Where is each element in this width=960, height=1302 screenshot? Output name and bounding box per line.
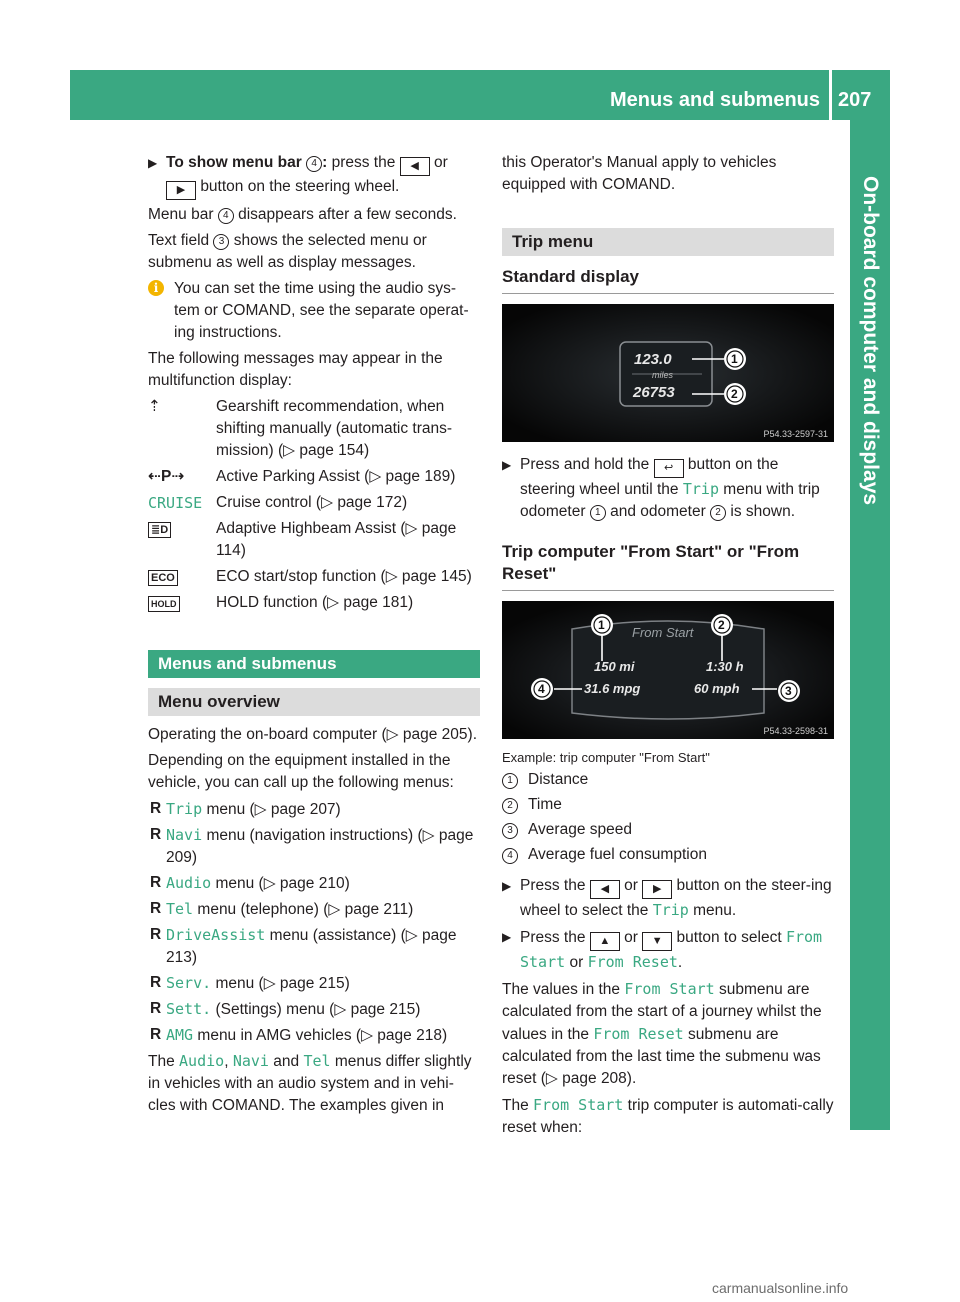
callout-number: 3: [213, 234, 229, 250]
eco-icon: [148, 566, 216, 588]
text: button on the steer-ing wheel to select the: [520, 877, 832, 919]
menu-name: Audio: [179, 1052, 225, 1070]
step-or: or: [433, 154, 448, 171]
list-text: (Settings) menu (▷ page 215): [215, 1001, 421, 1018]
trip-computer-svg: [502, 601, 834, 739]
menu-name: Navi: [166, 826, 203, 844]
bullet-icon: R: [150, 926, 162, 943]
image-reference: P54.33-2597-31: [763, 429, 828, 439]
message-text: Active Parking Assist (▷ page 189): [216, 468, 456, 485]
paragraph-auto-reset: [502, 1094, 834, 1139]
instruction-show-menu-bar: [148, 152, 480, 200]
menu-name: Sett.: [166, 1000, 212, 1018]
text: menu.: [693, 902, 737, 919]
highbeam-symbol: ≣D: [148, 522, 171, 538]
bullet-icon: R: [150, 826, 162, 843]
submenu-name: From Reset: [587, 953, 678, 971]
message-text: Adaptive Highbeam Assist (▷ page 114): [216, 520, 457, 559]
message-row: [148, 518, 480, 562]
bullet-icon: R: [150, 974, 162, 991]
distance-value: 150 mi: [594, 659, 635, 674]
text: Press the: [520, 929, 586, 946]
step-colon: :: [322, 154, 328, 171]
bullet-icon: R: [150, 1026, 162, 1043]
callout-number: 4: [306, 156, 322, 172]
callout-1: 1: [598, 618, 605, 632]
image-caption: Example: trip computer "From Start": [502, 750, 710, 765]
back-key-icon: ↩: [654, 459, 684, 478]
text: and: [273, 1053, 300, 1070]
legend-item: [502, 819, 834, 841]
time-value: 1:30 h: [706, 659, 744, 674]
legend-text: Average speed: [528, 821, 632, 838]
text: button on the steering wheel until the: [520, 456, 779, 498]
note-text: You can set the time using the audio sys-tem or COMAND, see the separate operat-ing instructions.: [174, 280, 469, 341]
legend-item: [502, 769, 834, 791]
step-arrow-icon: ▶: [148, 156, 158, 170]
step-arrow-icon: ▶: [502, 458, 512, 472]
callout-number: 1: [590, 505, 606, 521]
list-text: menu (▷ page 207): [206, 801, 341, 818]
legend-item: [502, 794, 834, 816]
message-row: [148, 466, 480, 488]
legend-text: Distance: [528, 771, 589, 788]
page-title: Menus and submenus: [609, 89, 820, 111]
list-item: [148, 998, 480, 1021]
callout-number: 1: [502, 773, 518, 789]
submenu-name: From Start: [520, 928, 823, 971]
odometer-value: 26753: [633, 384, 675, 401]
message-text: ECO start/stop function (▷ page 145): [216, 568, 472, 585]
parking-assist-icon: [148, 466, 216, 488]
left-key-icon: ◀: [590, 880, 620, 899]
step-text: press the: [327, 154, 396, 171]
callout-number: 2: [710, 505, 726, 521]
callout-2: 2: [718, 618, 725, 632]
info-note: [148, 278, 480, 344]
menu-name: Tel: [166, 900, 194, 918]
message-row: [148, 492, 480, 514]
bullet-icon: R: [150, 800, 162, 817]
legend-text: Average fuel consumption: [528, 846, 707, 863]
eco-symbol: ECO: [148, 570, 178, 586]
message-text: Gearshift recommendation, when shifting manually (automatic trans-mission) (▷ page 154): [216, 398, 453, 459]
chapter-tab-label: On-board computer and displays: [859, 176, 882, 506]
paragraph-equipment: Depending on the equipment installed in the vehicle, you can call up the following menus:: [148, 752, 454, 791]
text: Press and hold the: [520, 456, 650, 473]
up-key-icon: ▲: [590, 932, 620, 951]
text: disappears after a few seconds.: [238, 206, 457, 223]
message-row: [148, 566, 480, 588]
submenu-name: From Start: [533, 1096, 624, 1114]
text: menu with trip odometer: [520, 481, 820, 520]
bullet-icon: R: [150, 874, 162, 891]
text: The: [148, 1053, 175, 1070]
text: shows the selected menu or submenu as well as display messages.: [148, 232, 427, 271]
text: Text field: [148, 232, 210, 249]
text: menus differ slightly in vehicles with an audio system and in vehi-cles with COMAND. The examples given in: [148, 1053, 472, 1114]
text: Menu bar: [148, 206, 214, 223]
highbeam-icon: [148, 518, 216, 562]
subsection-heading-trip: Trip menu: [502, 228, 834, 256]
left-column: [148, 152, 480, 1121]
legend-text: Time: [528, 796, 562, 813]
header-separator: [829, 70, 832, 120]
menu-name: DriveAssist: [166, 926, 266, 944]
bullet-icon: R: [150, 1000, 162, 1017]
down-key-icon: ▼: [642, 932, 672, 951]
menu-name: Navi: [232, 1052, 269, 1070]
text: Press the: [520, 877, 586, 894]
callout-2: 2: [731, 387, 738, 401]
menu-name: Audio: [166, 874, 212, 892]
text: ,: [224, 1053, 229, 1070]
section-heading: Menus and submenus: [148, 650, 480, 678]
legend-number: [502, 769, 528, 791]
list-text: menu (telephone) (▷ page 211): [197, 901, 414, 918]
message-row: [148, 592, 480, 614]
hold-symbol: HOLD: [148, 596, 180, 612]
message-text: HOLD function (▷ page 181): [216, 594, 414, 611]
image-reference: P54.33-2598-31: [763, 726, 828, 736]
step-arrow-icon: ▶: [502, 930, 512, 944]
text: or: [569, 954, 584, 971]
speed-value: 60 mph: [694, 681, 740, 696]
paragraph-messages-intro: The following messages may appear in the multifunction display:: [148, 350, 443, 389]
step-bold-text: To show menu bar: [166, 154, 302, 171]
menu-name: Trip: [166, 800, 203, 818]
watermark: carmanualsonline.info: [712, 1280, 849, 1296]
list-text: menu in AMG vehicles (▷ page 218): [197, 1027, 448, 1044]
message-row: [148, 396, 480, 462]
list-item: [148, 798, 480, 821]
legend-number: [502, 819, 528, 841]
standard-display-image: [502, 304, 834, 442]
message-text: Cruise control (▷ page 172): [216, 494, 408, 511]
trip-computer-title: From Start: [632, 625, 694, 640]
info-icon: i: [148, 280, 164, 296]
text: submenu are calculated from the start of a journey whilst the values in the: [502, 981, 822, 1043]
legend-number: [502, 844, 528, 866]
text: button to select: [676, 929, 782, 946]
callout-number: 2: [502, 798, 518, 814]
right-column: [502, 152, 834, 1143]
text: is shown.: [730, 503, 796, 520]
instruction-press-hold: [502, 454, 834, 523]
list-text: menu (navigation instructions) (▷ page 209): [166, 827, 474, 866]
callout-number: 4: [218, 208, 234, 224]
list-item: [148, 824, 480, 869]
trip-odometer-value: 123.0: [634, 351, 672, 368]
text: The values in the: [502, 981, 621, 998]
paragraph-text-field: [148, 230, 480, 274]
right-key-icon: ▶: [166, 181, 196, 200]
menu-name: Trip: [682, 480, 719, 498]
list-item: [148, 972, 480, 995]
paragraph-operating: Operating the on-board computer (▷ page 205).: [148, 726, 478, 743]
gearshift-icon: ⇡: [148, 398, 161, 415]
unit-label: miles: [652, 370, 674, 380]
callout-number: 4: [502, 848, 518, 864]
list-text: menu (▷ page 215): [215, 975, 350, 992]
page-number: 207: [838, 89, 872, 111]
instruction-select-submenu: [502, 926, 834, 974]
parking-symbol: ⇠P⇢: [148, 468, 185, 485]
left-key-icon: ◀: [400, 157, 430, 176]
hold-icon: [148, 592, 216, 614]
sub-heading-trip-computer: Trip computer "From Start" or "From Reset": [502, 541, 834, 591]
callout-number: 3: [502, 823, 518, 839]
callout-4: 4: [538, 682, 545, 696]
callout-1: 1: [731, 352, 738, 366]
subsection-heading: Menu overview: [148, 688, 480, 716]
paragraph-menu-bar: [148, 204, 480, 226]
paragraph-continued: this Operator's Manual apply to vehicles equipped with COMAND.: [502, 154, 777, 193]
step-arrow-icon: ▶: [502, 879, 512, 893]
sub-heading-standard-display: Standard display: [502, 266, 834, 294]
cruise-display-text: CRUISE: [148, 494, 203, 512]
bullet-icon: R: [150, 900, 162, 917]
legend-number: [502, 794, 528, 816]
text: The: [502, 1097, 529, 1114]
text: submenu are calculated from the last time the submenu was reset (▷ page 208).: [502, 1026, 821, 1087]
text: trip computer is automati-cally reset when:: [502, 1097, 834, 1136]
fuel-value: 31.6 mpg: [584, 681, 641, 696]
paragraph-menus-differ: [148, 1050, 480, 1117]
menu-name: Tel: [303, 1052, 331, 1070]
trip-computer-image: [502, 601, 834, 739]
step-text-end: button on the steering wheel.: [200, 178, 400, 195]
callout-3: 3: [785, 684, 792, 698]
text: and odometer: [610, 503, 706, 520]
list-item: [148, 1024, 480, 1047]
menu-name: AMG: [166, 1026, 194, 1044]
list-text: menu (assistance) (▷ page 213): [166, 927, 457, 966]
menu-name: Trip: [652, 901, 689, 919]
legend-item: [502, 844, 834, 866]
paragraph-values: [502, 978, 834, 1090]
text: or: [624, 929, 638, 946]
submenu-name: From Start: [624, 980, 715, 998]
chapter-marker: [850, 842, 890, 882]
list-text: menu (▷ page 210): [215, 875, 350, 892]
text: .: [677, 954, 683, 971]
menu-name: Serv.: [166, 974, 212, 992]
list-item: [148, 924, 480, 969]
right-key-icon: ▶: [642, 880, 672, 899]
list-item: [148, 898, 480, 921]
text: or: [624, 877, 638, 894]
list-item: [148, 872, 480, 895]
instruction-select-trip: [502, 875, 834, 922]
submenu-name: From Reset: [593, 1025, 684, 1043]
